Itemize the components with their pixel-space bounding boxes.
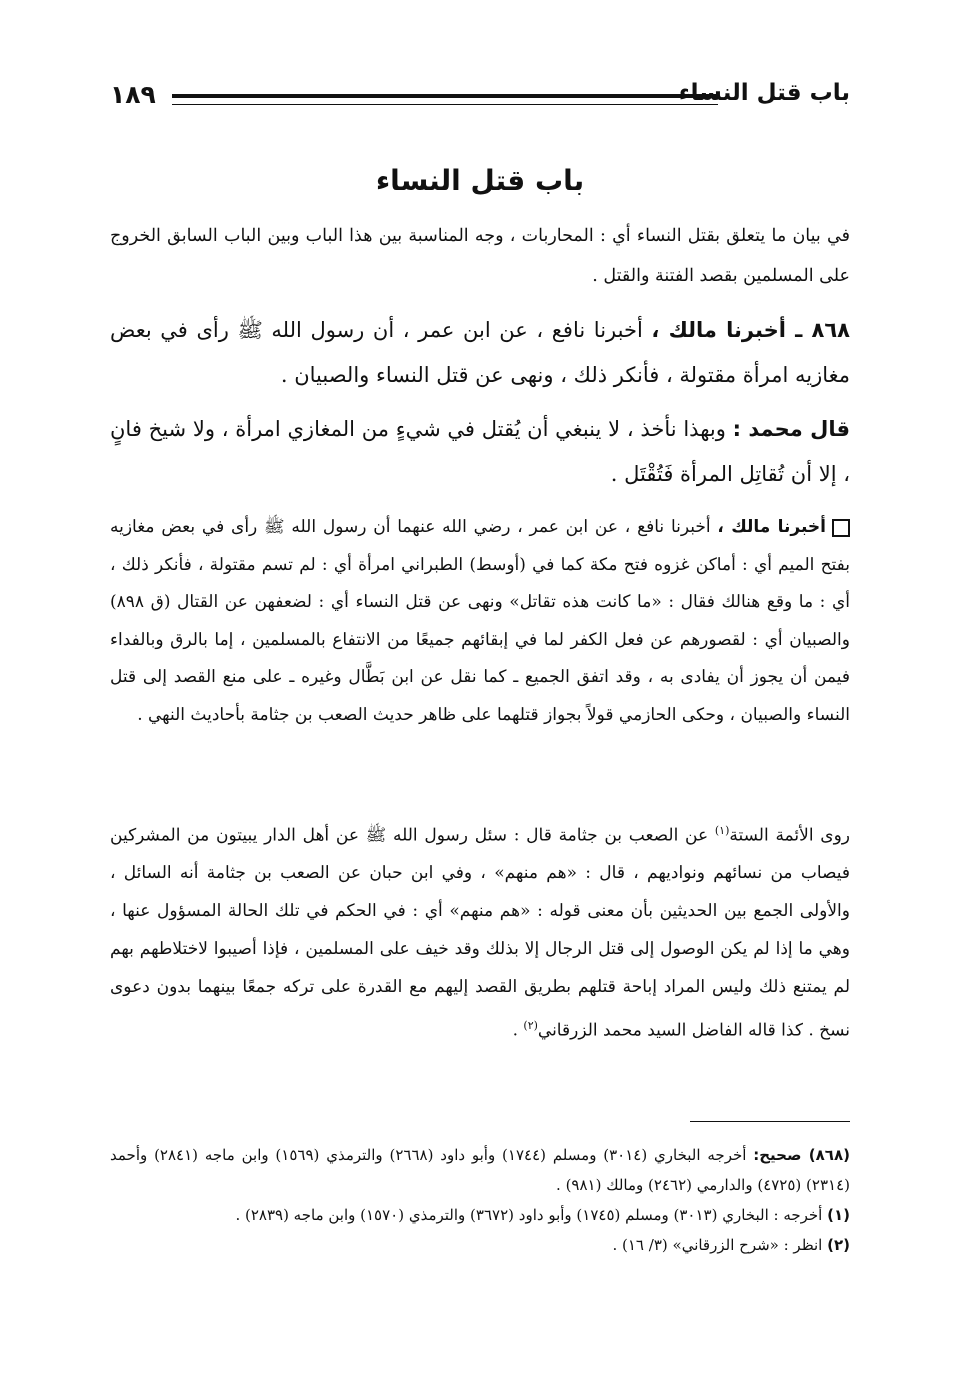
commentary-lead: قال محمد : — [732, 417, 850, 441]
footnote-2 — [110, 1230, 850, 1260]
intro-paragraph: في بيان ما يتعلق بقتل النساء أي : المحاربات ، وجه المناسبة بين هذا الباب وبين الباب السابق الخروج على المسلمين بقصد الفتنة والقتل . — [110, 226, 850, 286]
chapter-title: باب قتل النساء — [375, 164, 585, 197]
hadith-paragraph — [110, 308, 850, 398]
narration-part-3: . — [512, 1020, 524, 1041]
narration-part-1: روى الأئمة الستة — [729, 825, 851, 846]
footnote-1 — [110, 1200, 850, 1230]
sharh-text: أخبرنا نافع ، عن ابن عمر ، رضي الله عنهما أن رسول الله ﷺ رأى في بعض مغازيه بفتح الميم أي : أماكن غزوه فتح مكة كما في (أوسط) الطبراني امرأة أي : لم تسم مقتولة ، فأنكر ذلك ، أي : ما وقع هنالك فقال : «ما كانت هذه تقاتل» ونهى عن قتل النساء أي : لضعفهن عن القتال (ق ٨٩٨) والصبيان أي : لقصورهم عن فعل الكفر لما في إبقائهم جميعًا من الانتفاع بالمسلمين ، إما بالرق وبالفداء فيمن أن يجوز أن يفادى به ، وقد اتفق الجميع ـ كما نقل عن ابن بَطَّال وغيره ـ على منع القصد إلى قتل النساء والصبيان ، وحكى الحازمي قولاً بجواز قتلهما على ظاهر حديث الصعب بن جثامة بأحاديث النهي . — [110, 517, 850, 725]
footnote-label: (٢) — [827, 1236, 850, 1254]
footnote-text: أخرجه البخاري (٣٠١٤) ومسلم (١٧٤٤) وأبو داود (٢٦٦٨) والترمذي (١٥٦٩) وابن ماجه (٢٨٤١) وأحمد (٢٣١٤) (٤٧٢٥) والدارمي (٢٤٦٢) ومالك (٩٨١) . — [110, 1146, 850, 1194]
square-marker-icon — [832, 519, 850, 537]
sharh-lead: أخبرنا مالك ، — [717, 517, 827, 537]
commentary-paragraph — [110, 407, 850, 497]
sharh-paragraph — [110, 509, 850, 734]
header-rule — [172, 94, 718, 105]
footnotes — [110, 1140, 850, 1260]
page-number: ١٨٩ — [110, 80, 156, 109]
footnote-text: انظر : «شرح الزرقاني» (٣/ ١٦) . — [612, 1236, 828, 1254]
footnote-label: (١) — [827, 1206, 850, 1224]
hadith-text: أخبرنا نافع ، عن ابن عمر ، أن رسول الله ﷺ رأى في بعض مغازيه امرأة مقتولة ، فأنكر ذلك ، ونهى عن قتل النساء والصبيان . — [110, 318, 850, 387]
footnote-ref-1: (١) — [714, 824, 730, 837]
page-header — [110, 80, 850, 116]
footnote-separator — [690, 1121, 850, 1122]
commentary-text: وبهذا نأخذ ، لا ينبغي أن يُقتل في شيءٍ من المغازي امرأة ، ولا شيخ فانٍ ، إلا أن تُقاتِل المرأة فَتُقْتَل . — [110, 417, 850, 486]
footnote-hadith — [110, 1140, 850, 1200]
running-title: باب قتل النساء — [678, 80, 850, 106]
narration-part-2: عن الصعب بن جثامة قال : سئل رسول الله ﷺ عن أهل الدار يبيتون من المشركين فيصاب من نسائهم ونواديهم ، قال : «هم منهم» ، وفي ابن حبان عن الصعب بن جثامة أنه السائل ، والأولى الجمع بين الحديثين بأن معنى قوله : «هم منهم» أي : في الحكم في تلك الحالة المسؤول عنها ، وهي ما إذا لم يكن الوصول إلى قتل الرجال إلا بذلك وقد خيف على المسلمين ، فإذا أصيبوا لاختلاطهم بهم لم يمتنع ذلك وليس المراد إباحة قتلهم بطريق القصد إليهم مع القدرة على تركه جمعًا بينهما بدون دعوى نسخ . كذا قاله الفاضل السيد محمد الزرقاني — [110, 825, 850, 1041]
footnote-ref-2: (٢) — [523, 1018, 538, 1032]
narration-paragraph — [110, 812, 850, 1050]
footnote-label: (٨٦٨) صحيح: — [753, 1146, 850, 1164]
hadith-number-label: ٨٦٨ ـ أخبرنا مالك ، — [651, 318, 850, 342]
footnote-text: أخرجه : البخاري (٣٠١٣) ومسلم (١٧٤٥) وأبو داود (٣٦٧٢) والترمذي (١٥٧٠) وابن ماجه (٢٨٣٩) . — [235, 1206, 828, 1224]
